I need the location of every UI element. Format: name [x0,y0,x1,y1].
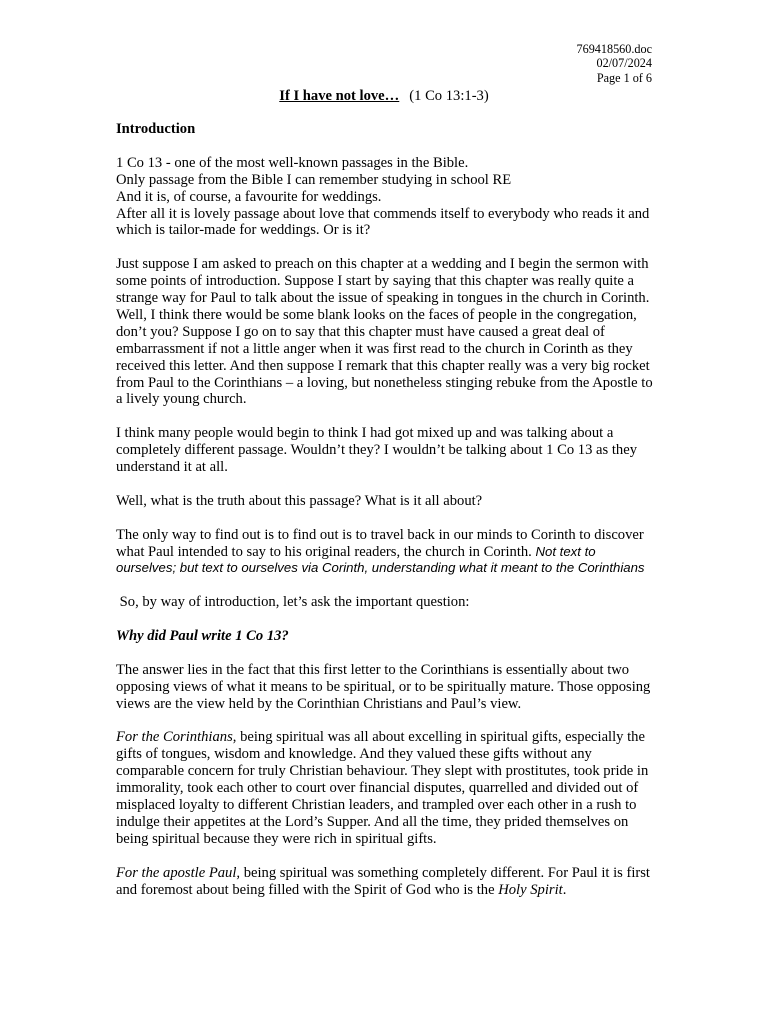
paragraph-mixed-up: I think many people would begin to think I had got mixed up and was talking about a completely different passage. Wouldn’t they? I wouldn’t be talking about 1 Co 13 as they understand it at all. [116,425,637,476]
section-heading-introduction: Introduction [116,121,196,137]
paul-holy-spirit: Holy Spirit [498,881,563,898]
only-way-italic-text: Not text to ourselves; but text to ourselves via Corinth, understanding what it meant to the Corinthians [116,543,645,576]
intro-line-3: And it is, of course, a favourite for weddings. [116,188,382,205]
intro-line-1: 1 Co 13 - one of the most well-known passages in the Bible. [116,154,469,171]
paragraph-truth: Well, what is the truth about this passage? What is it all about? [116,492,483,509]
header-page-number: Page 1 of 6 [596,70,652,85]
paragraph-wedding: Just suppose I am asked to preach on this chapter at a wedding and I begin the sermon with some points of introduction. Suppose I start by saying that this chapter was really quite a strange way for Paul to talk about the issue of speaking in tongues in the church in Corinth. Well, I think there would be some blank looks on the faces of people in the congregation, don’t you? Suppose I go on to say that this chapter must have caused a great deal of embarrassment if not a little anger when it was first read to the church in Corinth as they received this letter. And then suppose I remark that this chapter really was a very big rocket from Paul to the Corinthians – a loving, but nonetheless stinging rebuke from the Apostle to a lively young church. [116,256,653,408]
paragraph-so: So, by way of introduction, let’s ask the important question: [116,594,470,611]
paragraph-only-way [116,527,656,578]
page-title [0,88,768,105]
paragraph-answer: The answer lies in the fact that this first letter to the Corinthians is essentially about two opposing views of what it means to be spiritual, or to be spiritually mature. Those opposing views are the view held by the Corinthian Christians and Paul’s view. [116,661,651,712]
corinthians-text: , being spiritual was all about excelling in spiritual gifts, especially the gifts of tongues, wisdom and knowledge. And they valued these gifts without any comparable concern for truly Christian behaviour. They slept with prostitutes, took pride in immorality, took each other to court over financial disputes, quarrelled and divided out of misplaced loyalty to different Christian leaders, and trampled over each other in a rush to indulge their appetites at the Lord’s Supper. And all the time, they prided themselves on being spiritual because they were rich in spiritual gifts. [116,729,649,847]
title-main: If I have not love… [279,88,400,104]
header-date: 02/07/2024 [596,56,652,71]
paul-end: . [562,881,567,898]
paul-text: being spiritual was something completely different. For Paul it is first and foremost about being filled with the Spirit of God who is the [116,864,650,898]
title-reference: (1 Co 13:1-3) [409,88,489,104]
question-heading: Why did Paul write 1 Co 13? [116,628,289,645]
document-header [577,42,653,85]
intro-line-4: After all it is lovely passage about love that commends itself to everybody who reads it and which is tailor-made for weddings. Or is it? [116,205,650,239]
corinthians-lead: For the Corinthians [116,729,233,746]
paul-lead: For the apostle Paul, [116,864,241,881]
intro-line-2: Only passage from the Bible I can remember studying in school RE [116,171,512,188]
paragraph-paul [116,865,656,899]
header-filename: 769418560.doc [576,42,652,56]
paragraph-corinthians [116,729,656,847]
only-way-text: The only way to find out is to find out is to travel back in our minds to Corinth to discover what Paul intended to say to his original readers, the church in Corinth. [116,526,644,560]
document-body [116,121,656,899]
